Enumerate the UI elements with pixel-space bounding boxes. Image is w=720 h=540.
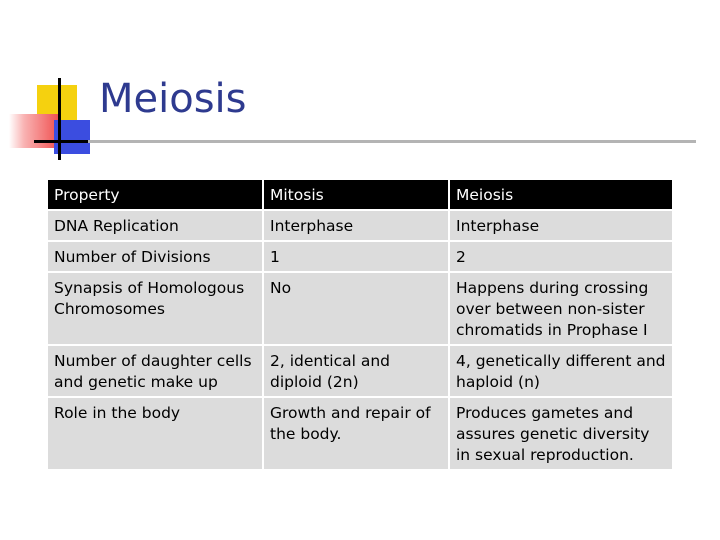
table-cell-meiosis: Interphase <box>449 210 672 241</box>
slide-logo-decoration <box>0 0 110 170</box>
table-cell-mitosis: 1 <box>263 241 449 272</box>
table-row <box>48 345 672 397</box>
table-cell-property: Role in the body <box>48 397 263 469</box>
table-cell-mitosis: Interphase <box>263 210 449 241</box>
header-property: Property <box>48 180 263 210</box>
table-header-row <box>48 180 672 210</box>
table-cell-mitosis: 2, identical and diploid (2n) <box>263 345 449 397</box>
vertical-line-decoration <box>58 78 61 160</box>
table-row <box>48 272 672 345</box>
header-meiosis: Meiosis <box>449 180 672 210</box>
table-cell-property: DNA Replication <box>48 210 263 241</box>
header-mitosis: Mitosis <box>263 180 449 210</box>
table-row <box>48 241 672 272</box>
table-cell-meiosis: Produces gametes and assures genetic diversity in sexual reproduction. <box>449 397 672 469</box>
table-cell-property: Synapsis of Homologous Chromosomes <box>48 272 263 345</box>
table-cell-mitosis: Growth and repair of the body. <box>263 397 449 469</box>
table-row <box>48 210 672 241</box>
table-cell-meiosis: 4, genetically different and haploid (n) <box>449 345 672 397</box>
table-cell-property: Number of daughter cells and genetic make up <box>48 345 263 397</box>
table-cell-meiosis: Happens during crossing over between non-sister chromatids in Prophase I <box>449 272 672 345</box>
table-cell-property: Number of Divisions <box>48 241 263 272</box>
table-cell-mitosis: No <box>263 272 449 345</box>
horizontal-line-decoration <box>34 140 94 143</box>
comparison-table <box>48 180 672 469</box>
slide-title: Meiosis <box>99 76 247 122</box>
table-cell-meiosis: 2 <box>449 241 672 272</box>
table-row <box>48 397 672 469</box>
title-underline-rule <box>88 140 696 143</box>
